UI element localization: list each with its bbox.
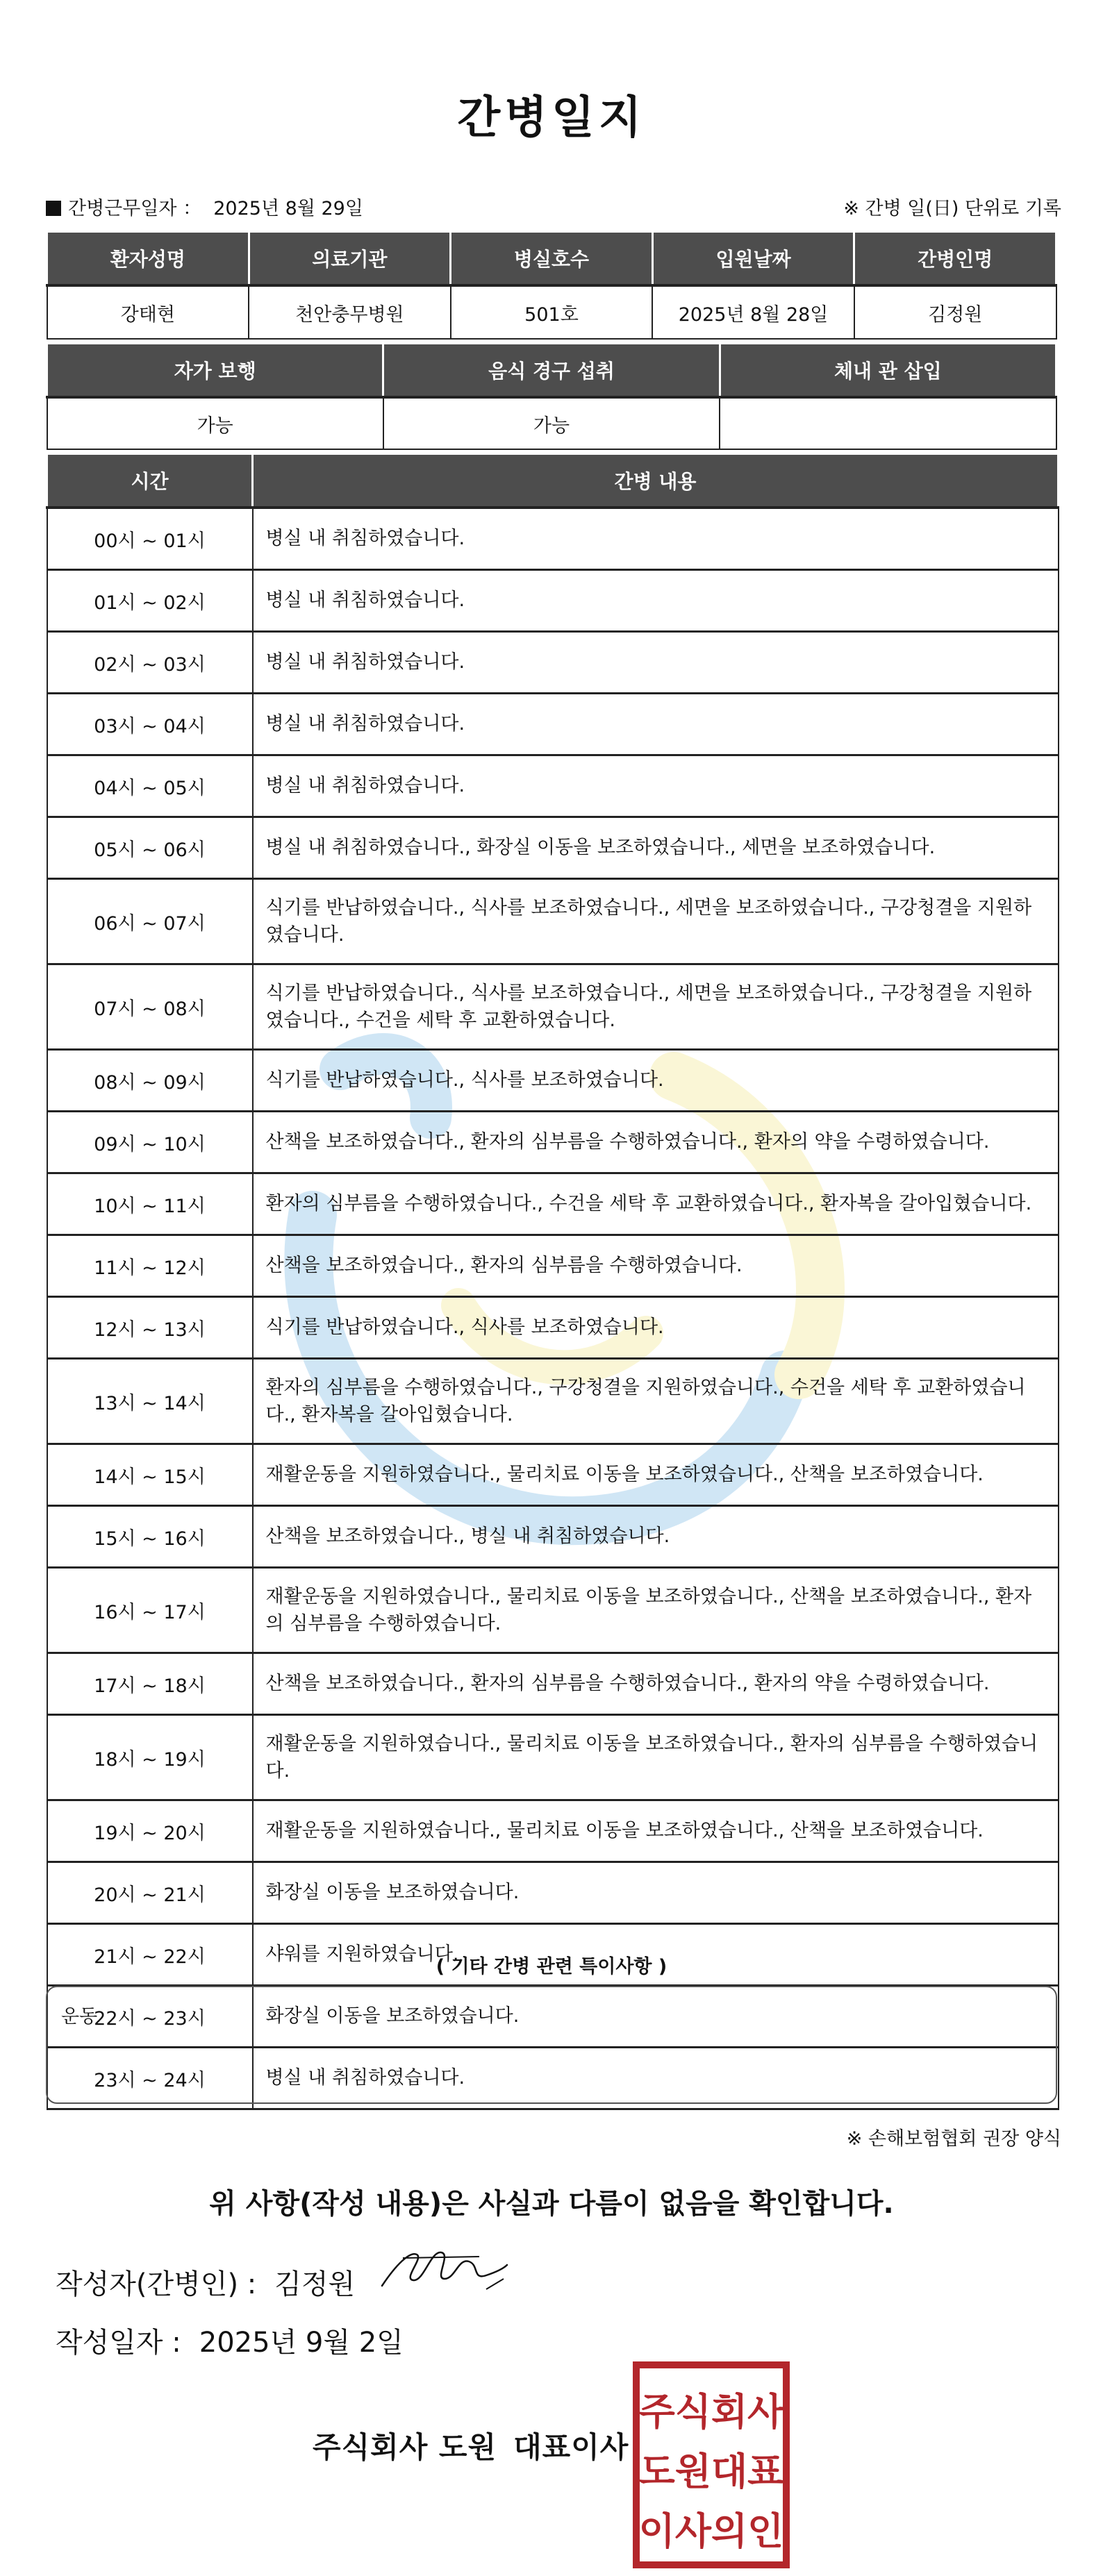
content-cell: 식기를 반납하였습니다., 식사를 보조하였습니다., 세면을 보조하였습니다., 구강청결을 지원하였습니다., 수건을 세탁 후 교환하였습니다. [253,964,1059,1050]
time-cell: 22시 ~ 23시 [47,1986,253,2048]
content-cell: 화장실 이동을 보조하였습니다. [253,1862,1059,1924]
table-row [47,570,1059,632]
content-cell: 재활운동을 지원하였습니다., 물리치료 이동을 보조하였습니다., 산책을 보조하였습니다. [253,1800,1059,1862]
table-row [47,1050,1059,1112]
company-name: 주식회사 도원 [313,2430,497,2464]
standard-form-note: ※ 손해보험협회 권장 양식 [846,2128,1061,2150]
square-bullet-icon [46,201,61,216]
signature-image [375,2237,514,2300]
table-row [47,632,1059,694]
content-cell: 샤워를 지원하였습니다. [253,1924,1059,1986]
table-row [47,694,1059,755]
confirmation-statement: 위 사항(작성 내용)은 사실과 다름이 없음을 확인합니다. [209,2188,894,2220]
notes-title: ( 기타 간병 관련 특이사항 ) [436,1956,667,1977]
header-care-content: 간병 내용 [253,454,1059,508]
time-cell: 03시 ~ 04시 [47,694,253,755]
table-row [47,1444,1059,1506]
header-caregiver: 간병인명 [854,232,1056,286]
admission-date: 2025년 8월 28일 [652,285,854,339]
oral-intake-status: 가능 [383,397,720,449]
notes-text: 운동 [61,2006,98,2027]
company-signature [313,2425,629,2466]
time-cell: 12시 ~ 13시 [47,1297,253,1359]
time-cell: 19시 ~ 20시 [47,1800,253,1862]
time-cell: 05시 ~ 06시 [47,817,253,879]
table-row [47,1653,1059,1715]
content-cell: 산책을 보조하였습니다., 환자의 심부름을 수행하였습니다., 환자의 약을 수령하였습니다. [253,1112,1059,1173]
content-cell: 화장실 이동을 보조하였습니다. [253,1986,1059,2048]
header-hospital: 의료기관 [249,232,451,286]
table-row [47,1568,1059,1653]
time-cell: 16시 ~ 17시 [47,1568,253,1653]
svg-text:이사의인: 이사의인 [638,2509,784,2553]
content-cell: 재활운동을 지원하였습니다., 물리치료 이동을 보조하였습니다., 환자의 심부름을 수행하였습니다. [253,1715,1059,1800]
table-row [47,1800,1059,1862]
tube-insertion-status [720,397,1056,449]
svg-text:도원대표: 도원대표 [638,2450,784,2493]
content-cell: 병실 내 취침하였습니다. [253,694,1059,755]
time-cell: 15시 ~ 16시 [47,1506,253,1568]
header-oral-intake: 음식 경구 섭취 [383,344,720,398]
time-cell: 00시 ~ 01시 [47,508,253,570]
hospital-name: 천안충무병원 [249,285,451,339]
time-cell: 02시 ~ 03시 [47,632,253,694]
content-cell: 재활운동을 지원하였습니다., 물리치료 이동을 보조하였습니다., 산책을 보조하였습니다. [253,1444,1059,1506]
time-cell: 18시 ~ 19시 [47,1715,253,1800]
content-cell: 병실 내 취침하였습니다. [253,755,1059,817]
table-row [47,1235,1059,1297]
table-row [47,755,1059,817]
content-cell: 병실 내 취침하였습니다. [253,508,1059,570]
content-cell: 재활운동을 지원하였습니다., 물리치료 이동을 보조하였습니다., 산책을 보조하였습니다., 환자의 심부름을 수행하였습니다. [253,1568,1059,1653]
walking-status: 가능 [47,397,383,449]
written-date-label: 작성일자 : [56,2327,181,2359]
work-date-label: 간병근무일자 ： [68,198,202,219]
time-cell: 08시 ~ 09시 [47,1050,253,1112]
content-cell: 식기를 반납하였습니다., 식사를 보조하였습니다., 세면을 보조하였습니다., 구강청결을 지원하였습니다. [253,879,1059,964]
content-cell: 병실 내 취침하였습니다. [253,570,1059,632]
time-cell: 11시 ~ 12시 [47,1235,253,1297]
content-cell: 식기를 반납하였습니다., 식사를 보조하였습니다. [253,1050,1059,1112]
header-time: 시간 [47,454,253,508]
content-cell: 환자의 심부름을 수행하였습니다., 구강청결을 지원하였습니다., 수건을 세탁 후 교환하였습니다., 환자복을 갈아입혔습니다. [253,1359,1059,1444]
table-row [47,879,1059,964]
time-cell: 13시 ~ 14시 [47,1359,253,1444]
header-tube-insertion: 체내 관 삽입 [720,344,1056,398]
time-cell: 20시 ~ 21시 [47,1862,253,1924]
table-row [47,1715,1059,1800]
table-row [47,508,1059,570]
table-row [47,964,1059,1050]
table-row [47,1112,1059,1173]
work-date-value: 2025년 8월 29일 [213,198,363,219]
time-cell: 04시 ~ 05시 [47,755,253,817]
header-room: 병실호수 [451,232,653,286]
time-cell: 07시 ~ 08시 [47,964,253,1050]
table-row [47,817,1059,879]
content-cell: 산책을 보조하였습니다., 환자의 심부름을 수행하였습니다., 환자의 약을 수령하였습니다. [253,1653,1059,1715]
table-row [47,1862,1059,1924]
room-number: 501호 [451,285,653,339]
time-cell: 01시 ~ 02시 [47,570,253,632]
time-cell: 10시 ~ 11시 [47,1173,253,1235]
content-cell: 병실 내 취침하였습니다. [253,2048,1059,2109]
patient-name: 강태현 [47,285,249,339]
content-cell: 식기를 반납하였습니다., 식사를 보조하였습니다. [253,1297,1059,1359]
time-cell: 14시 ~ 15시 [47,1444,253,1506]
table-row [47,1506,1059,1568]
writer-label: 작성자(간병인) : [56,2268,257,2300]
time-cell: 21시 ~ 22시 [47,1924,253,1986]
writer-name: 김정원 [274,2268,356,2300]
written-date-value: 2025년 9월 2일 [199,2327,404,2359]
record-unit-note: ※ 간병 일(日) 단위로 기록 [843,198,1061,219]
document-title: 간병일지 [457,92,646,144]
content-cell: 병실 내 취침하였습니다., 화장실 이동을 보조하였습니다., 세면을 보조하였습니다. [253,817,1059,879]
content-cell: 산책을 보조하였습니다., 환자의 심부름을 수행하였습니다. [253,1235,1059,1297]
patient-status-table [46,342,1057,450]
header-patient-name: 환자성명 [47,232,249,286]
header-walking: 자가 보행 [47,344,383,398]
content-cell: 병실 내 취침하였습니다. [253,632,1059,694]
care-log-table [46,453,1059,2110]
patient-info-table [46,231,1057,340]
content-cell: 산책을 보조하였습니다., 병실 내 취침하였습니다. [253,1506,1059,1568]
time-cell: 17시 ~ 18시 [47,1653,253,1715]
notes-box [46,1986,1057,2104]
written-date-line [56,2320,404,2360]
time-cell: 09시 ~ 10시 [47,1112,253,1173]
work-date [46,193,363,220]
representative-title: 대표이사 [513,2430,629,2464]
header-admission-date: 입원날짜 [652,232,854,286]
content-cell: 환자의 심부름을 수행하였습니다., 수건을 세탁 후 교환하였습니다., 환자복을 갈아입혔습니다. [253,1173,1059,1235]
svg-text:주식회사: 주식회사 [638,2390,784,2434]
company-seal-stamp [632,2361,790,2569]
caregiver-name: 김정원 [854,285,1056,339]
time-cell: 23시 ~ 24시 [47,2048,253,2109]
table-row [47,1297,1059,1359]
table-row [47,1173,1059,1235]
writer-line [56,2262,355,2302]
time-cell: 06시 ~ 07시 [47,879,253,964]
table-row [47,1359,1059,1444]
